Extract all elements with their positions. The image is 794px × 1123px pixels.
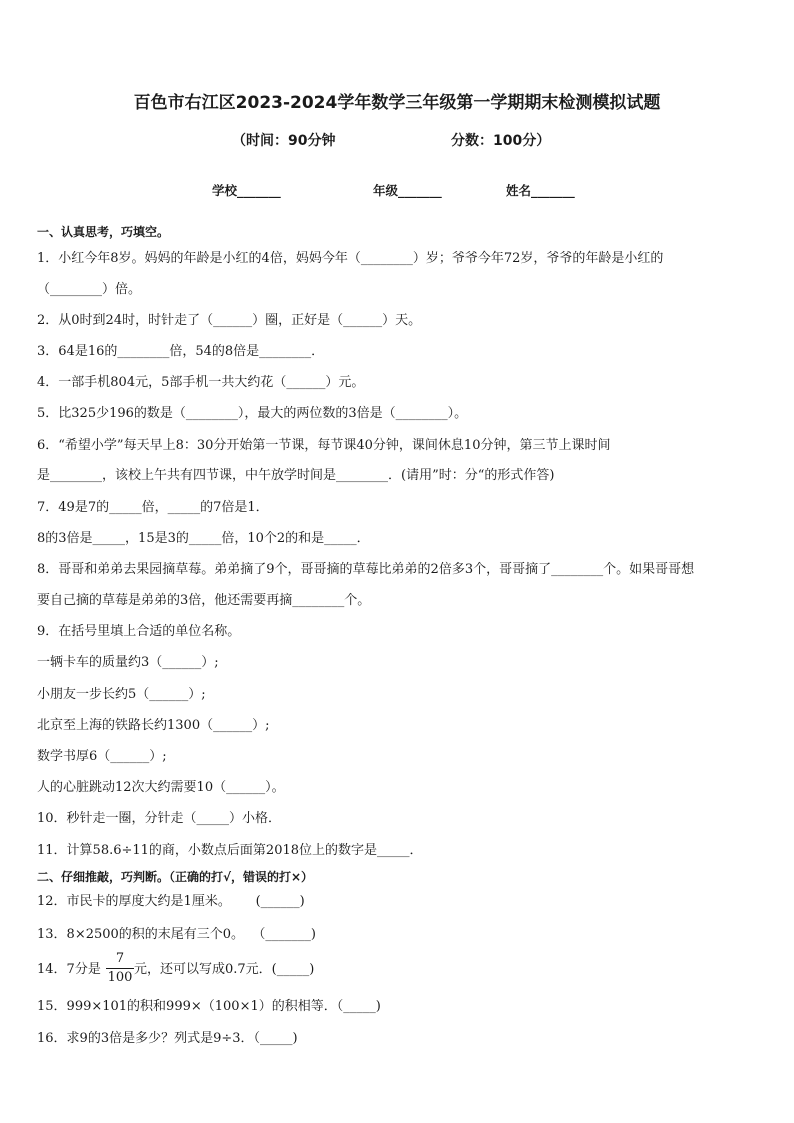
question-14-suffix: 元，还可以写成0.7元．(_____) (134, 962, 315, 977)
question-10: 10．秒针走一圈，分针走（_____）小格． (37, 811, 282, 826)
question-1-line-2: （________）倍。 (37, 282, 142, 297)
section-1-heading: 一、认真思考，巧填空。 (37, 225, 170, 239)
school-field: 学校_______ (212, 183, 281, 198)
question-6-line-1: 6．“希望小学”每天早上8：30分开始第一节课，每节课40分钟，课间休息10分钟，第三节上课时间 (37, 438, 611, 453)
question-8-line-1: 8．哥哥和弟弟去果园摘草莓。弟弟摘了9个，哥哥摘的草莓比弟弟的2倍多3个，哥哥摘了________个。如果哥哥想 (37, 562, 695, 577)
question-12: 12．市民卡的厚度大约是1厘米。 (______) (37, 894, 305, 909)
question-9-item-b: 小朋友一步长约5（______）; (37, 687, 206, 702)
exam-title: 百色市右江区2023-2024学年数学三年级第一学期期末检测模拟试题 (133, 93, 661, 113)
grade-field: 年级_______ (373, 183, 442, 198)
question-9-item-c: 北京至上海的铁路长约1300（______）; (37, 718, 270, 733)
question-6-line-2: 是________，该校上午共有四节课，中午放学时间是________．(请用”时：分“的形式作答) (37, 468, 555, 483)
question-4: 4．一部手机804元，5部手机一共大约花（______）元。 (37, 375, 365, 390)
question-9-item-d: 数学书厚6（______）; (37, 749, 167, 764)
question-7-line-2: 8的3倍是_____，15是3的_____倍，10个2的和是_____． (37, 531, 370, 546)
exam-time: （时间：90分钟 (232, 133, 336, 149)
fraction-bar (106, 968, 134, 969)
question-11: 11．计算58.6÷11的商，小数点后面第2018位上的数字是_____． (37, 843, 423, 858)
question-7-line-1: 7．49是7的_____倍，_____的7倍是1． (37, 500, 269, 515)
question-9-item-e: 人的心脏跳动12次大约需要10（______）。 (37, 780, 285, 795)
question-14-prefix: 14．7分是 (37, 962, 101, 977)
question-3: 3．64是16的________倍，54的8倍是________． (37, 344, 325, 359)
fraction-7-over-100 (106, 951, 134, 986)
section-2-heading: 二、仔细推敲，巧判断。（正确的打√，错误的打×） (37, 870, 314, 884)
question-1-line-1: 1．小红今年8岁。妈妈的年龄是小红的4倍，妈妈今年（________）岁；爷爷今年72岁，爷爷的年龄是小红的 (37, 251, 664, 266)
question-5: 5．比325少196的数是（________），最大的两位数的3倍是（________）。 (37, 406, 468, 421)
question-16: 16．求9的3倍是多少？列式是9÷3．（_____) (37, 1031, 298, 1046)
question-9-item-a: 一辆卡车的质量约3（______）; (37, 655, 219, 670)
question-9: 9．在括号里填上合适的单位名称。 (37, 624, 241, 639)
question-15: 15．999×101的积和999×（100×1）的积相等．（_____) (37, 999, 381, 1014)
question-13: 13．8×2500的积的末尾有三个0。 （_______) (37, 927, 316, 942)
question-2: 2．从0时到24时，时针走了（______）圈，正好是（______）天。 (37, 313, 422, 328)
fraction-denominator: 100 (107, 970, 133, 985)
fraction-numerator: 7 (115, 951, 125, 966)
question-8-line-2: 要自己摘的草莓是弟弟的3倍，他还需要再摘________个。 (37, 593, 371, 608)
name-field: 姓名_______ (506, 183, 575, 198)
exam-score: 分数：100分） (451, 133, 551, 149)
